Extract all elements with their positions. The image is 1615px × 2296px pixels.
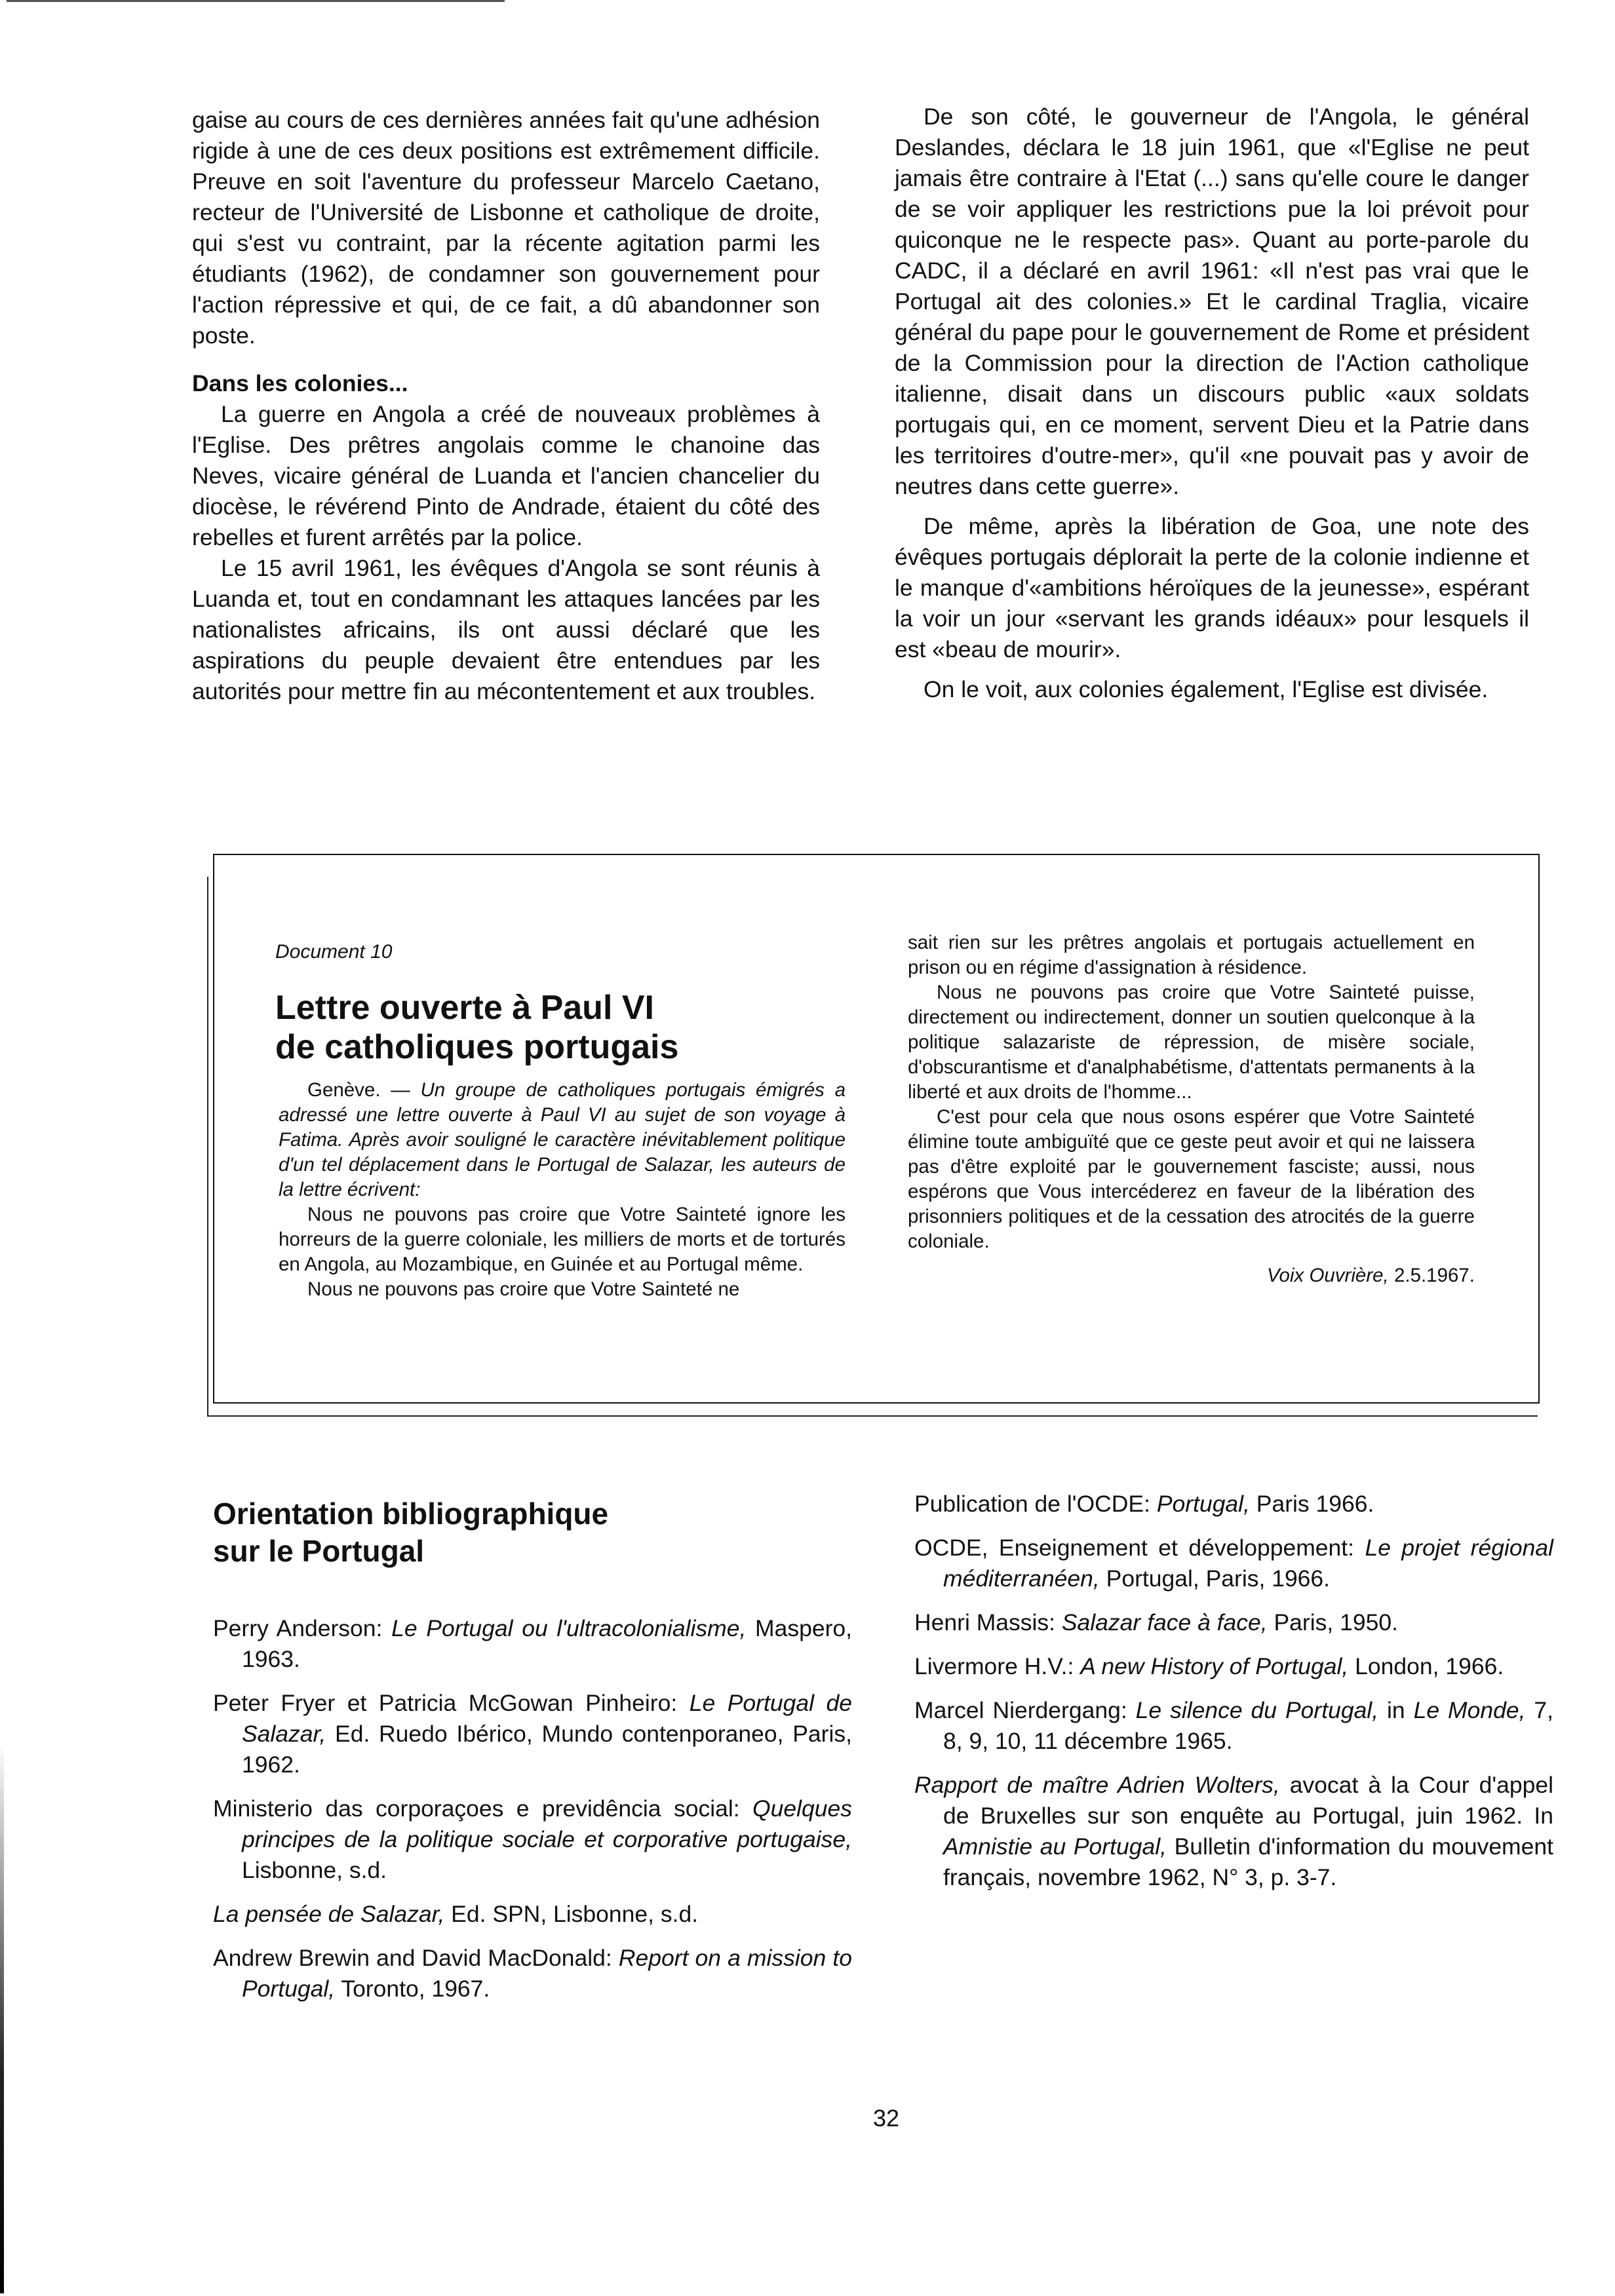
entry-title: Le Portugal ou l'ultracolonialisme, xyxy=(391,1615,747,1641)
article-column-right xyxy=(895,102,1529,705)
document-source xyxy=(908,1263,1475,1288)
bibliography-entry xyxy=(914,1489,1553,1520)
box-border-shadow xyxy=(207,877,208,1417)
letter-paragraph: Nous ne pouvons pas croire que Votre Sainteté ignore les horreurs de la guerre coloniale, les milliers de morts et de torturés en Angola, au Mozambique, en Guinée et au Portugal même. xyxy=(279,1204,846,1275)
document-title xyxy=(275,988,678,1067)
paragraph: gaise au cours de ces dernières années fait qu'une adhésion rigide à une de ces deux positions est extrêmement difficile. Preuve en soit l'aventure du professeur Marcelo Caetano, recteur de l'Université de Lisbonne et catholique de droite, qui s'est vu contraint, par la récente agitation parmi les étudiants (1962), de condamner son gouvernement pour l'action répressive et qui, de ce fait, a dû abandonner son poste. xyxy=(192,107,820,349)
entry-author: Henri Massis: xyxy=(914,1609,1062,1636)
paragraph: La guerre en Angola a créé de nouveaux problèmes à l'Eglise. Des prêtres angolais comme le chanoine das Neves, vicaire général de Luanda et l'ancien chancelier du diocèse, le révérend Pinto de Andrade, étaient du côté des rebelles et furent arrêtés par la police. xyxy=(192,401,820,550)
entry-author: Ministerio das corporaçoes e previdência social: xyxy=(213,1795,753,1822)
document-title-line: de catholiques portugais xyxy=(275,1028,679,1066)
entry-title: Le silence du Portugal, xyxy=(1135,1697,1379,1723)
entry-title: La pensée de Salazar, xyxy=(213,1901,445,1927)
entry-title: Amnistie au Portugal, xyxy=(943,1833,1167,1860)
entry-author: Marcel Nierdergang: xyxy=(914,1697,1136,1723)
bibliography-title-line: sur le Portugal xyxy=(213,1534,425,1568)
entry-details: Ed. Ruedo Ibérico, Mundo contenporaneo, Paris, 1962. xyxy=(242,1721,852,1778)
bibliography-entry xyxy=(213,1943,852,2004)
letter-paragraph: Nous ne pouvons pas croire que Votre Sainteté puisse, directement ou indirectement, donner un soutien quelconque à la politique salazariste de répression, de misère sociale, d'obscurantisme et d'analphabétisme, d'attentats permanents à la liberté et aux droits de l'homme... xyxy=(908,982,1475,1103)
bibliography-title xyxy=(213,1495,608,1570)
dateline: Genève. — xyxy=(307,1079,410,1101)
entry-details: Maspero, 1963. xyxy=(242,1615,852,1672)
entry-details: Bulletin d'information du mouvement français, novembre 1962, N° 3, p. 3-7. xyxy=(943,1833,1553,1890)
letter-paragraph: C'est pour cela que nous osons espérer que Votre Sainteté élimine toute ambiguïté que ce geste peut avoir et qui ne laissera pas d'être exploité par le gouvernement fasciste; aussi, nous espérons que Vous intercéderez en faveur de la libération des prisonniers politiques et de la cessation des atrocités de la guerre coloniale. xyxy=(908,1106,1475,1252)
entry-details: Ed. SPN, Lisbonne, s.d. xyxy=(444,1901,699,1927)
letter-paragraph: sait rien sur les prêtres angolais et portugais actuellement en prison ou en régime d'assignation à résidence. xyxy=(908,932,1475,978)
section-subheading: Dans les colonies... xyxy=(192,370,408,396)
entry-details: 7, 8, 9, 10, 11 décembre 1965. xyxy=(943,1697,1553,1754)
document-column-right xyxy=(908,930,1475,1288)
entry-details: Portugal, Paris, 1966. xyxy=(1099,1565,1331,1592)
entry-title: A new History of Portugal, xyxy=(1080,1653,1349,1679)
document-column-left xyxy=(279,1078,846,1302)
bibliography-entry xyxy=(213,1613,852,1675)
document-label: Document 10 xyxy=(275,941,393,963)
entry-author: Peter Fryer et Patricia McGowan Pinheiro: xyxy=(213,1690,690,1716)
entry-title: Le Monde, xyxy=(1413,1697,1526,1723)
bibliography-title-line: Orientation bibliographique xyxy=(213,1497,609,1531)
bibliography-entry xyxy=(213,1793,852,1886)
entry-author: Livermore H.V.: xyxy=(914,1653,1081,1679)
entry-details: Paris, 1950. xyxy=(1267,1609,1398,1636)
scan-artifact-top xyxy=(7,0,505,6)
bibliography-entry xyxy=(914,1533,1553,1594)
intro-italic: Un groupe de catholiques portugais émigrés a adressé une lettre ouverte à Paul VI au sujet de son voyage à Fatima. Après avoir souligné le caractère inévitablement politique d'un tel déplacement dans le Portugal de Salazar, les auteurs de la lettre écrivent: xyxy=(279,1079,846,1200)
bibliography-column-left xyxy=(213,1613,852,2018)
entry-author: Publication de l'OCDE: xyxy=(914,1491,1157,1517)
entry-title: Report on a mission to Portugal, xyxy=(242,1945,852,2002)
entry-title: Salazar face à face, xyxy=(1061,1609,1268,1636)
paragraph: Le 15 avril 1961, les évêques d'Angola se sont réunis à Luanda et, tout en condamnant les attaques lancées par les nationalistes africains, ils ont aussi déclaré que les aspirations du peuple devaient être entendues par les autorités pour mettre fin au mécontentement et aux troubles. xyxy=(192,555,820,704)
bibliography-entry xyxy=(914,1651,1553,1682)
entry-title: Rapport de maître Adrien Wolters, xyxy=(914,1772,1280,1798)
entry-author: OCDE, Enseignement et développement: xyxy=(914,1535,1365,1561)
bibliography-entry xyxy=(914,1695,1553,1757)
entry-details: London, 1966. xyxy=(1348,1653,1504,1679)
entry-title: Quelques principes de la politique sociale et corporative portugaise, xyxy=(242,1795,852,1852)
bibliography-entry xyxy=(213,1688,852,1780)
entry-details: avocat à la Cour d'appel de Bruxelles sur son enquête au Portugal, juin 1962. In xyxy=(943,1772,1553,1829)
paragraph: De même, après la libération de Goa, une note des évêques portugais déplorait la perte de la colonie indienne et le manque d'«ambitions héroïques de la jeunesse», espérant la voir un jour «servant les grands idéaux» pour lesquels il est «beau de mourir». xyxy=(895,513,1529,662)
paragraph: De son côté, le gouverneur de l'Angola, le général Deslandes, déclara le 18 juin 1961, que «l'Eglise ne peut jamais être contraire à l'Etat (...) sans qu'elle coure le danger de se voir appliquer les restrictions pue la loi prévoit pour quiconque ne le respecte pas». Quant au porte-parole du CADC, il a déclaré en avril 1961: «Il n'est pas vrai que le Portugal ait des colonies.» Et le cardinal Traglia, vicaire général du pape pour le gouvernement de Rome et président de la Commission pour la direction de l'Action catholique italienne, disait dans un discours public «aux soldats portugais qui, en ce moment, servent Dieu et la Patrie dans les territoires d'outre-mer», qu'il «ne pouvait pas y avoir de neutres dans cette guerre». xyxy=(895,104,1529,499)
bibliography-column-right xyxy=(914,1489,1553,1906)
bibliography-entry xyxy=(914,1607,1553,1638)
entry-author: Perry Anderson: xyxy=(213,1615,392,1641)
page-number: 32 xyxy=(873,2105,900,2132)
entry-title: Portugal, xyxy=(1156,1491,1250,1517)
letter-paragraph: Nous ne pouvons pas croire que Votre Sainteté ne xyxy=(307,1278,740,1300)
source-date: 2.5.1967. xyxy=(1393,1265,1475,1286)
bibliography-entry xyxy=(213,1899,852,1930)
entry-author: Andrew Brewin and David MacDonald: xyxy=(213,1945,619,1971)
entry-title: Le projet régional méditerranéen, xyxy=(943,1535,1553,1592)
box-border-shadow xyxy=(207,1415,1538,1417)
document-intro xyxy=(279,1078,846,1202)
entry-details: Paris 1966. xyxy=(1249,1491,1374,1517)
entry-details: in xyxy=(1378,1697,1414,1723)
document-title-line: Lettre ouverte à Paul VI xyxy=(275,989,654,1027)
entry-details: Lisbonne, s.d. xyxy=(242,1857,387,1883)
scan-artifact-left xyxy=(0,1743,4,2293)
source-publication: Voix Ouvrière, xyxy=(1266,1265,1389,1286)
bibliography-entry xyxy=(914,1770,1553,1893)
article-column-left xyxy=(192,105,820,707)
paragraph: On le voit, aux colonies également, l'Eglise est divisée. xyxy=(924,676,1489,702)
entry-details: Toronto, 1967. xyxy=(335,1976,490,2002)
entry-title: Le Portugal de Salazar, xyxy=(242,1690,852,1747)
